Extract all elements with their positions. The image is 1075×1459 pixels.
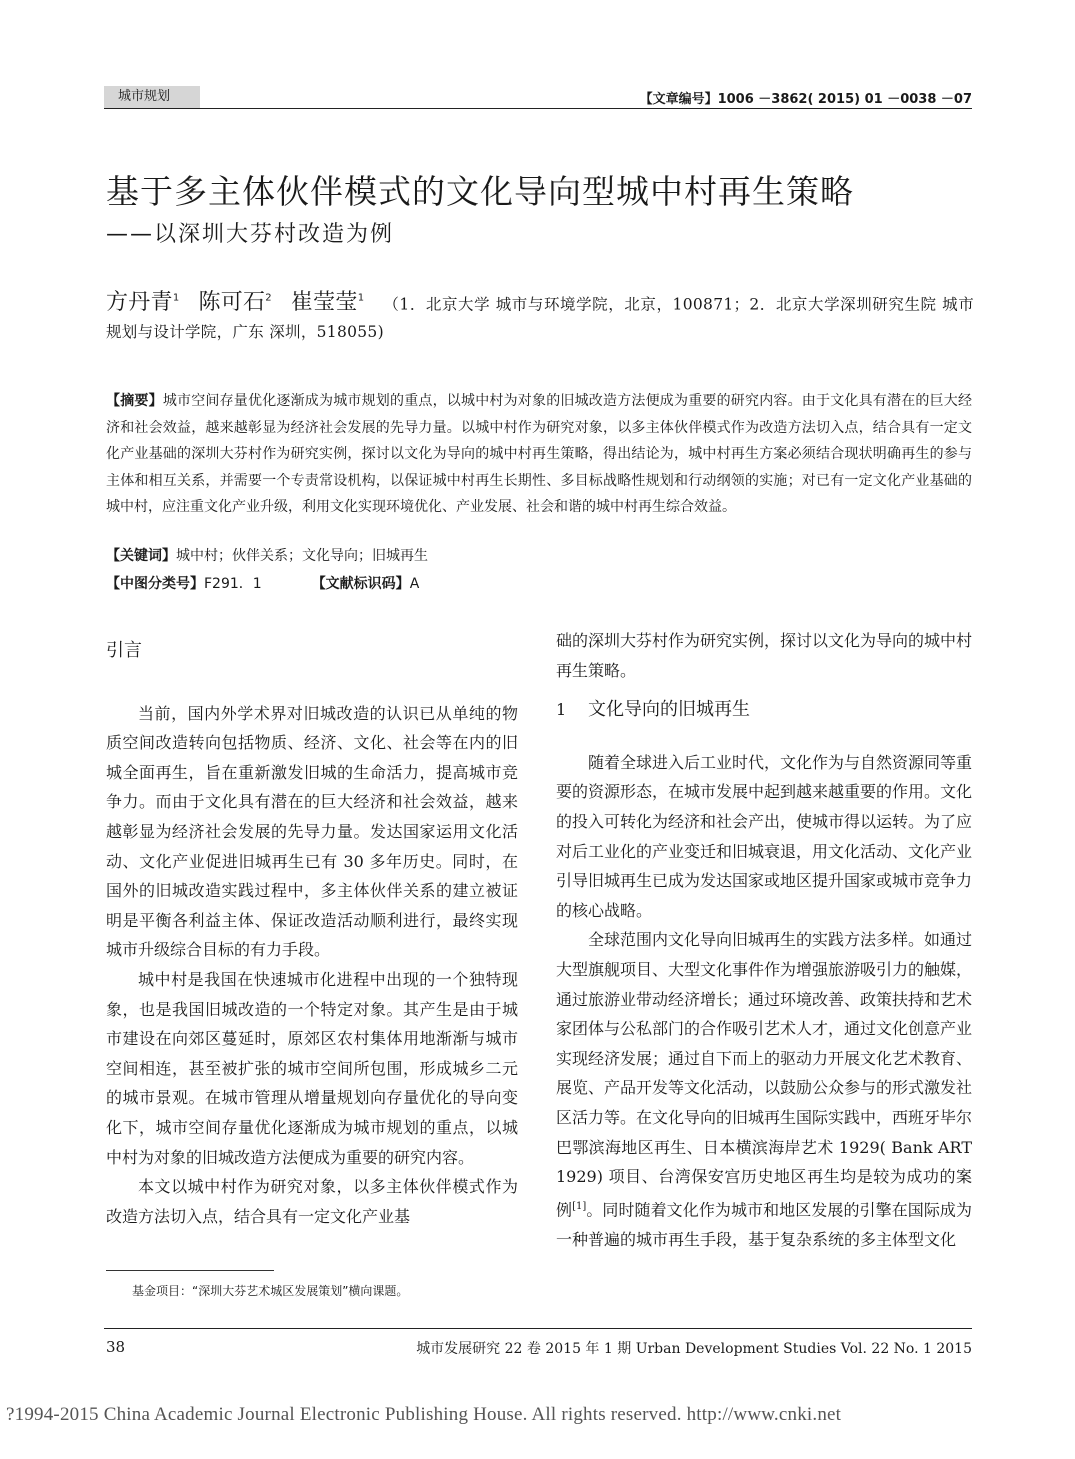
clc-value: F291．1: [204, 576, 262, 592]
article-title: 基于多主体伙伴模式的文化导向型城中村再生策略: [106, 172, 854, 211]
body-paragraph-continued: 础的深圳大芬村作为研究实例，探讨以文化为导向的城中村再生策略。: [556, 631, 973, 680]
body-paragraph: 城中村是我国在快速城市化进程中出现的一个独特现象，也是我国旧城改造的一个特定对象。其产生是由于城市建设在向郊区蔓延时，原郊区农村集体用地渐渐与城市空间相连，甚至被扩张的城市空间所包围，形成城乡二元的城市景观。在城市管理从增量规划向存量优化的导向变化下，城市空间存量优化逐渐成为城市规划的重点，以城中村为对象的旧城改造方法便成为重要的研究内容。: [106, 969, 518, 1167]
doc-code-value: A: [409, 576, 420, 592]
body-paragraph: 当前，国内外学术界对旧城改造的认识已从单纯的物质空间改造转向包括物质、经济、文化、社会等在内的旧城全面再生，旨在重新激发旧城的生命活力，提高城市竞争力。而由于文化具有潜在的巨大经济和社会效益，越来越彰显为经济社会发展的先导力量。发达国家运用文化活动、文化产业促进旧城再生已有 30 多年历史。同时，在国外的旧城改造实践过程中，多主体伙伴关系的建立被证明是平衡各利益主体、保证改造活动顺利进行，最终实现城市升级综合目标的有力手段。: [106, 703, 518, 960]
journal-citation: 城市发展研究 22 卷 2015 年 1 期 Urban Development Studies Vol. 22 No. 1 2015: [416, 1341, 972, 1357]
article-subtitle: ——以深圳大芬村改造为例: [106, 222, 395, 247]
right-column: [556, 626, 972, 1254]
abstract-text: 城市空间存量优化逐渐成为城市规划的重点，以城中村为对象的旧城改造方法便成为重要的研究内容。由于文化具有潜在的巨大经济和社会效益，越来越彰显为经济社会发展的先导力量。以城中村作为研究对象，以多主体伙伴模式作为改造方法切入点，结合具有一定文化产业基础的深圳大芬村作为研究实例，探讨以文化为导向的城中村再生策略，得出结论为，城中村再生方案必须结合现状明确再生的参与主体和相互关系，并需要一个专责常设机构，以保证城中村再生长期性、多目标战略性规划和行动纲领的实施；对已有一定文化产业基础的城中村，应注重文化产业升级，利用文化实现环境优化、产业发展、社会和谐的城中村再生综合效益。: [106, 393, 973, 515]
article-number: 【文章编号】1006 －3862( 2015) 01 －0038 －07: [639, 92, 972, 107]
keywords: [106, 545, 428, 565]
footer-divider: [104, 1328, 972, 1329]
copyright-line: ?1994-2015 China Academic Journal Electronic Publishing House. All rights reserved. http://www.cnki.net: [6, 1404, 842, 1425]
body-paragraph: 本文以城中村作为研究对象，以多主体伙伴模式作为改造方法切入点，结合具有一定文化产业基: [106, 1177, 518, 1226]
footnote-divider: [106, 1270, 274, 1271]
clc-label: 【中图分类号】: [106, 576, 204, 592]
section-heading: [556, 695, 972, 725]
body-paragraph: 随着全球进入后工业时代，文化作为与自然资源同等重要的资源形态，在城市发展中起到越来越重要的作用。文化的投入可转化为经济和社会产出，使城市得以运转。为了应对后工业化的产业变迁和旧城衰退，用文化活动、文化产业引导旧城再生已成为发达国家或地区提升国家或城市竞争力的核心战略。: [556, 752, 973, 920]
page-number: 38: [106, 1338, 126, 1356]
author-affiliation: （1．北京大学 城市与环境学院，北京，100871；2．北京大学深圳研究生院 城市规划与设计学院，广东 深圳，518055): [106, 295, 974, 342]
keywords-text: 城中村；伙伴关系；文化导向；旧城再生: [176, 548, 428, 564]
abstract: [106, 388, 972, 521]
author-name: 陈可石$^2$: [198, 290, 272, 316]
doc-code-label: 【文献标识码】: [311, 576, 410, 592]
keywords-label: 【关键词】: [106, 548, 176, 564]
abstract-label: 【摘要】: [106, 393, 163, 409]
author-name: 方丹青$^1$: [106, 290, 180, 316]
body-paragraph: 全球范围内文化导向旧城再生的实践方法多样。如通过大型旗舰项目、大型文化事件作为增强旅游吸引力的触媒，通过旅游业带动经济增长；通过环境改善、政策扶持和艺术家团体与公私部门的合作吸引艺术人才，通过文化创意产业实现经济发展；通过自下而上的驱动力开展文化艺术教育、展览、产品开发等文化活动，以鼓励公众参与的形式激发社区活力等。在文化导向的旧城再生国际实践中，西班牙毕尔巴鄂滨海地区再生、日本横滨海岸艺术 1929( Bank ART 1929) 项目、台湾保安宫历史地区再生均是较为成功的案例[1]。同时随着文化作为城市和地区发展的引擎在国际成为一种普遍的城市再生手段，基于复杂系统的多主体型文化: [556, 930, 973, 1249]
footnote: 基金项目：“深圳大芬艺术城区发展策划”横向课题。: [132, 1284, 409, 1298]
author-name: 崔莹莹$^1$: [290, 290, 365, 316]
classification: [106, 573, 419, 593]
intro-heading: 引言: [106, 640, 142, 661]
section-number: 1: [556, 700, 567, 720]
section-tag: 城市规划: [104, 86, 200, 108]
citation-ref[interactable]: [1]: [572, 1200, 587, 1212]
left-column: [106, 636, 518, 1231]
author-block: [106, 285, 974, 346]
header-divider: [104, 108, 972, 109]
section-title: 文化导向的旧城再生: [588, 699, 750, 721]
